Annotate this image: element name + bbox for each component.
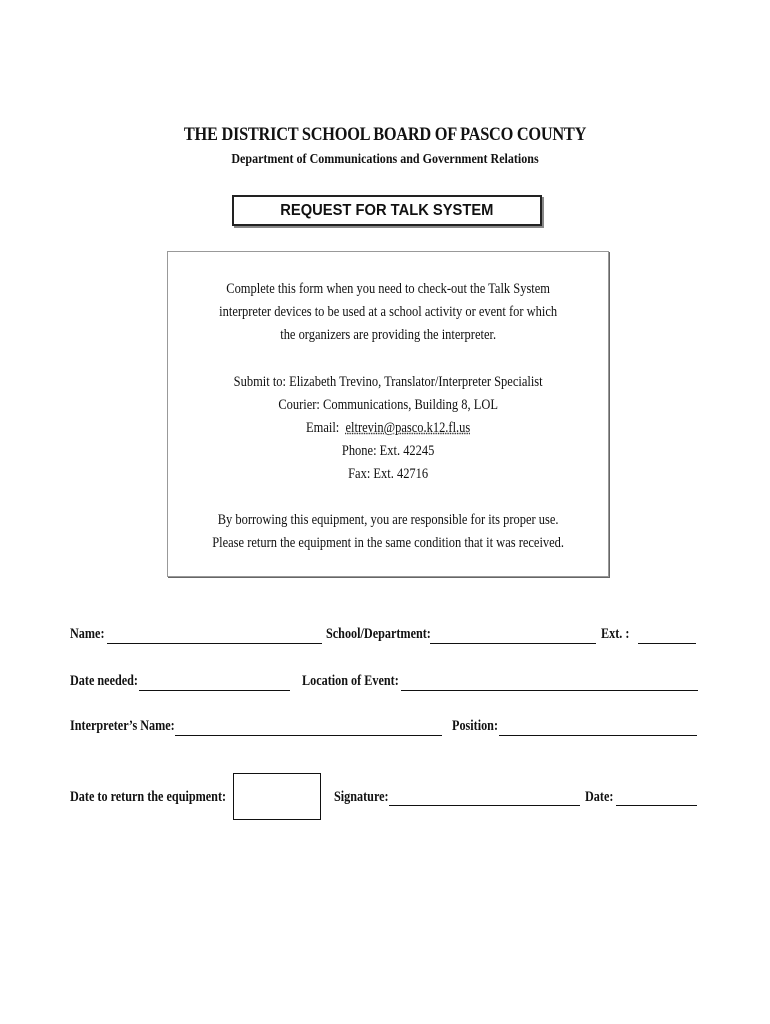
email-line xyxy=(199,418,577,438)
date-field[interactable] xyxy=(616,805,697,806)
submit-to-line: Submit to: Elizabeth Trevino, Translator/Interpreter Specialist xyxy=(233,374,543,390)
phone-line: Phone: Ext. 42245 xyxy=(341,443,435,459)
return-date-box[interactable] xyxy=(233,773,321,820)
intro-line-1: Complete this form when you need to check-out the Talk System xyxy=(226,281,551,297)
fax-line: Fax: Ext. 42716 xyxy=(348,466,429,482)
intro-line-3: the organizers are providing the interpreter. xyxy=(280,327,497,343)
form-title-box xyxy=(232,195,542,226)
extension-label: Ext. : xyxy=(601,626,630,642)
instructions-box xyxy=(167,251,609,577)
interpreter-name-label: Interpreter’s Name: xyxy=(70,718,175,734)
board-title: THE DISTRICT SCHOOL BOARD OF PASCO COUNTY xyxy=(183,124,587,145)
position-label: Position: xyxy=(452,718,499,734)
signature-field[interactable] xyxy=(389,805,580,806)
extension-field[interactable] xyxy=(638,643,696,644)
email-link[interactable]: eltrevin@pasco.k12.fl.us xyxy=(345,420,471,436)
notice-line-2: Please return the equipment in the same condition that it was received. xyxy=(212,535,565,551)
location-field[interactable] xyxy=(401,690,698,691)
school-department-label: School/Department: xyxy=(326,626,431,642)
school-department-field[interactable] xyxy=(430,643,596,644)
signature-label: Signature: xyxy=(334,789,389,805)
courier-line: Courier: Communications, Building 8, LOL xyxy=(278,397,498,413)
email-label: Email: xyxy=(306,420,340,436)
date-label: Date: xyxy=(585,789,614,805)
department-title: Department of Communications and Government Relations xyxy=(231,152,539,167)
date-needed-field[interactable] xyxy=(139,690,290,691)
name-label: Name: xyxy=(70,626,105,642)
position-field[interactable] xyxy=(499,735,697,736)
form-title: REQUEST FOR TALK SYSTEM xyxy=(280,201,494,219)
return-date-label: Date to return the equipment: xyxy=(70,789,227,805)
name-field[interactable] xyxy=(107,643,322,644)
interpreter-name-field[interactable] xyxy=(175,735,442,736)
date-needed-label: Date needed: xyxy=(70,673,139,689)
intro-line-2: interpreter devices to be used at a school activity or event for which xyxy=(219,304,558,320)
notice-line-1: By borrowing this equipment, you are responsible for its proper use. xyxy=(217,512,559,528)
location-label: Location of Event: xyxy=(302,673,399,689)
